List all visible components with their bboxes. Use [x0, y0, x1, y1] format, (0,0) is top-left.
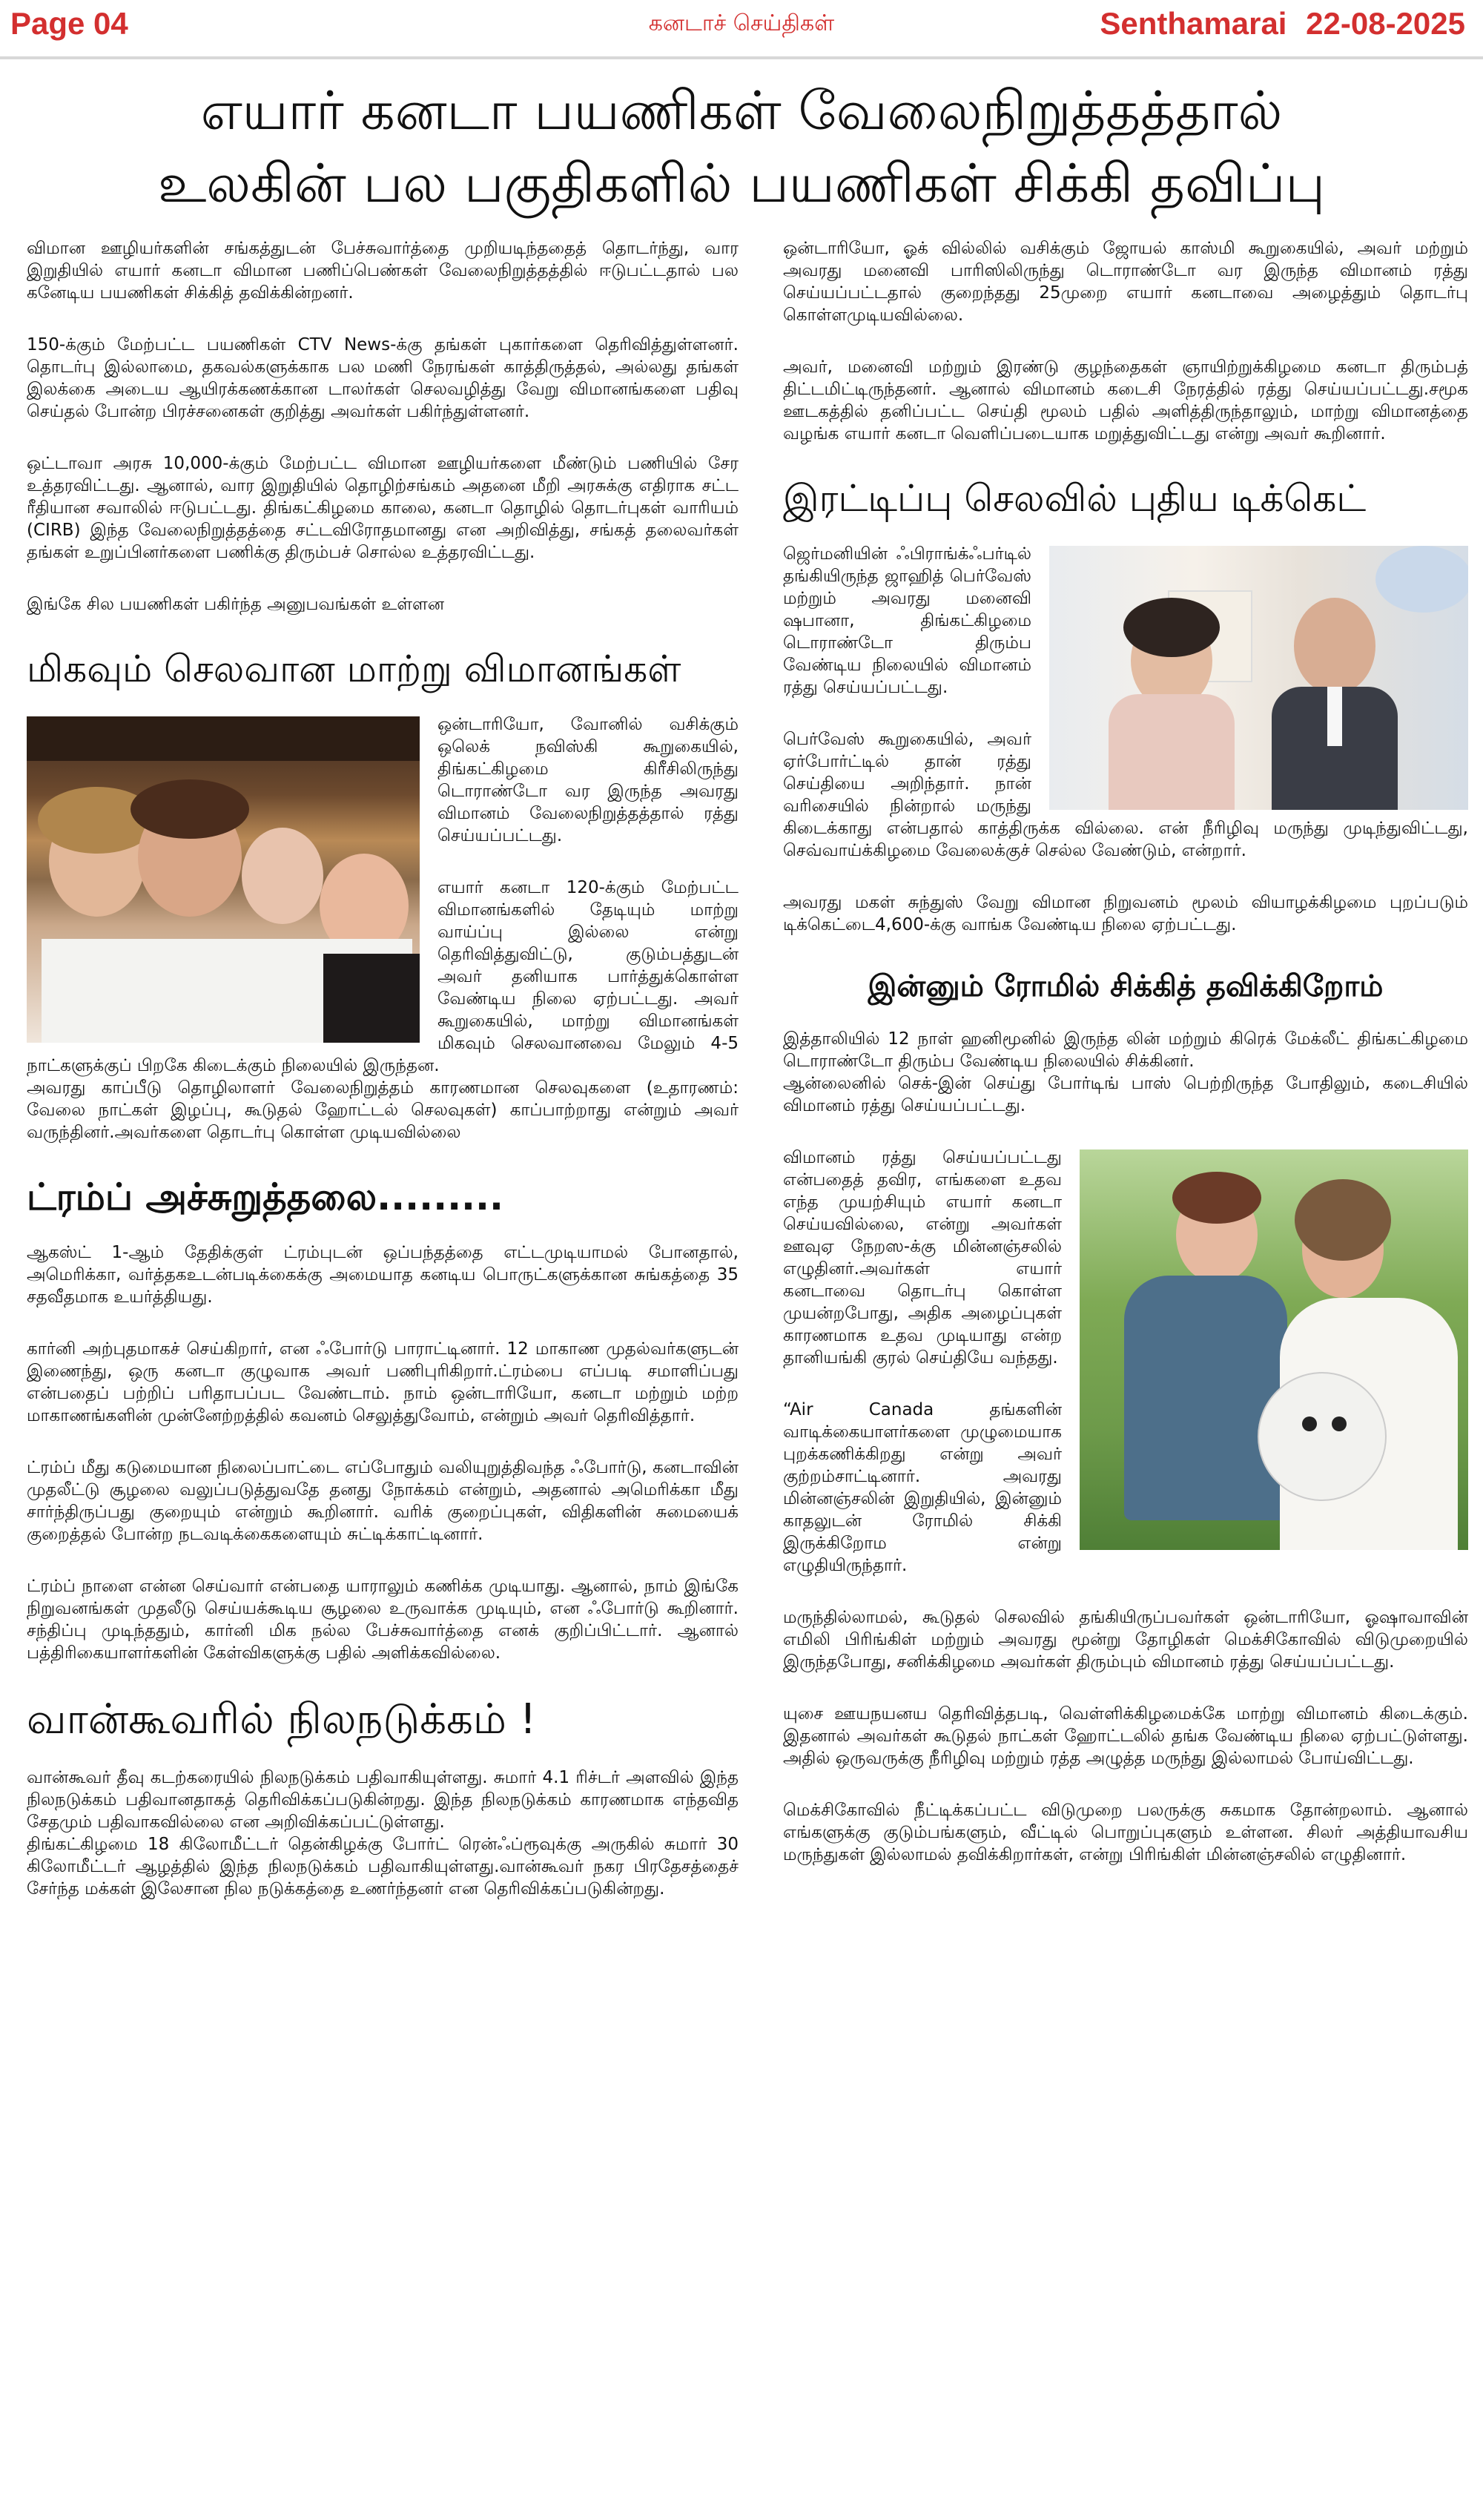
paragraph: மெக்சிகோவில் நீட்டிக்கப்பட்ட விடுமுறை பலருக்கு சுகமாக தோன்றலாம். ஆனால் எங்களுக்கு குடும்பங்களும், வீட்டில் பொறுப்புகளும் உள்ளன. சிலர் அத்தியாவசிய மருந்துகள் இல்லாமல் தவிக்கிறார்கள், என்று பிரிங்கிள் மின்னஞ்சலில் எழுதினார். [783, 1801, 1468, 1864]
subheading-costly-flights: மிகவும் செலவான மாற்று விமானங்கள் [27, 647, 681, 690]
publication-name: Senthamarai [1100, 6, 1287, 41]
paragraph: யுசை ஊயநயனய தெரிவித்தபடி, வெள்ளிக்கிழமைக்கே மாற்று விமானம் கிடைக்கும். இதனால் அவர்கள் கூடுதல் நாட்கள் ஹோட்டலில் தங்க வேண்டிய நிலை ஏற்பட்டுள்ளது. அதில் ஒருவருக்கு நீரிழிவு மற்றும் ரத்த அழுத்த மருந்து இல்லாமல் போய்விட்டது. [783, 1704, 1468, 1768]
paragraph: ட்ரம்ப் மீது கடுமையான நிலைப்பாட்டை எப்போதும் வலியுறுத்திவந்த ஃபோர்டு, கனடாவின் முதலீட்டு சூழலை வலுப்படுத்துவதே தனது நோக்கம் என்றும், அதனால் அமெரிக்கா மீது சார்ந்திருப்பது குறையும் என்றும் கூறினார். வரிக் குறைப்புகள், விதிகளின் சுமையைக் குறைத்தல் போன்ற நடவடிக்கைகளையும் சுட்டிக்காட்டினார். [27, 1458, 739, 1544]
paragraph: விமானம் ரத்து செய்யப்பட்டது என்பதைத் தவிர, எங்களை உதவ எந்த முயற்சியும் எயார் கனடா செய்யவில்லை, என்று அவர்கள் ஊவுஏ நேறஸ-க்கு மின்னஞ்சலில் எழுதினர்.அவர்கள் எயார் கனடாவை தொடர்பு கொள்ள முயன்றபோது, அதிக அழைப்புகள் காரணமாக உதவ முடியாது என்ற தானியங்கி குரல் செய்தியே வந்தது. [783, 1148, 1062, 1368]
paragraph: திங்கட்கிழமை 18 கிலோமீட்டர் தென்கிழக்கு போர்ட் ரென்ஃப்ரூவுக்கு அருகில் சுமார் 30 கிலோமீட்டர் ஆழத்தில் இந்த நிலநடுக்கம் பதிவாகியுள்ளது.வான்கூவர் நகர பிரதேசத்தைச் சேர்ந்த மக்கள் இலேசான நில நடுக்கத்தை உணர்ந்தனர் என தெரிவிக்கப்படுகின்றது. [27, 1835, 739, 1899]
headline-line-2: உலகின் பல பகுதிகளில் பயணிகள் சிக்கி தவிப்பு [157, 152, 1326, 214]
paragraph: ஒன்டாரியோ, ஓக் வில்லில் வசிக்கும் ஜோயல் காஸ்மி கூறுகையில், அவர் மற்றும் அவரது மனைவி பாரிஸிலிருந்து டொராண்டோ வர இருந்த விமானம் ரத்து செய்யப்பட்டதால் குறைந்தது 25முறை எயார் கனடாவை அழைத்தும் தொடர்பு கொள்ளமுடியவில்லை. [783, 239, 1468, 325]
right-column [783, 237, 1468, 1896]
paragraph: ஆன்லைனில் செக்-இன் செய்து போர்டிங் பாஸ் பெற்றிருந்த போதிலும், கடைசியில் விமானம் ரத்து செய்யப்பட்டது. [783, 1074, 1468, 1115]
paragraph: மருந்தில்லாமல், கூடுதல் செலவில் தங்கியிருப்பவர்கள் ஒன்டாரியோ, ஓஷாவாவின் எமிலி பிரிங்கிள் மற்றும் அவரது மூன்று தோழிகள் மெக்சிகோவில் விடுமுறையில் இருந்தபோது, சனிக்கிழமை அவர்கள் திரும்பும் விமானம் ரத்து செய்யப்பட்டது. [783, 1608, 1468, 1672]
paragraph: கார்னி அற்புதமாகச் செய்கிறார், என ஃபோர்டு பாராட்டினார். 12 மாகாண முதல்வர்களுடன் இணைந்து, ஒரு கனடா குழுவாக அவர் பணிபுரிகிறார்.ட்ரம்பை எப்படி சமாளிப்பது என்பதைப் பற்றிப் பரிதாபப்பட வேண்டாம். நாம் ஒன்டாரியோ, கனடா மற்றும் மற்ற மாகாணங்களின் முன்னேற்றத்தில் கவனம் செலுத்துவோம், என்றும் அவர் தெரிவித்தார். [27, 1339, 739, 1425]
couple-photo [1049, 546, 1468, 810]
issue-date: 22-08-2025 [1306, 6, 1465, 41]
subheading-stuck-in-rome: இன்னும் ரோமில் சிக்கித் தவிக்கிறோம் [868, 969, 1384, 1003]
headline-line-1: எயார் கனடா பயணிகள் வேலைநிறுத்தத்தால் [200, 79, 1283, 142]
publication-date [1100, 6, 1465, 42]
wedding-couple-with-dog-photo [1080, 1149, 1468, 1550]
paragraph: ட்ரம்ப் நாளை என்ன செய்வார் என்பதை யாராலும் கணிக்க முடியாது. ஆனால், நாம் இங்கே நிறுவனங்கள் முதலீடு செய்யக்கூடிய சூழலை உருவாக்க முடியும், என ஃபோர்டு கூறினார். சந்திப்பு முடிந்ததும், கார்னி மிக நல்ல பேச்சுவார்த்தை எனக் குறிப்பிட்டார். ஆனால் பத்திரிகையாளர்களின் கேள்விகளுக்கு பதில் அளிக்கவில்லை. [27, 1577, 739, 1663]
paragraph: எயார் கனடா 120-க்கும் மேற்பட்ட விமானங்களில் தேடியும் மாற்று வாய்ப்பு இல்லை என்று தெரிவித்துவிட்டு, குடும்பத்துடன் அவர் தனியாக பார்த்துக்கொள்ள வேண்டிய நிலை ஏற்பட்டது. அவர் கூறுகையில், மாற்று விமானங்கள் மிகவும் செலவானவை மேலும் 4-5 நாட்களுக்குப் பிறகே கிடைக்கும் நிலையில் இருந்தன. [27, 878, 739, 1075]
subheading-trump-threat: ட்ரம்ப் அச்சுறுத்தலை......... [27, 1175, 504, 1218]
subheading-double-cost-ticket: இரட்டிப்பு செலவில் புதிய டிக்கெட் [783, 477, 1367, 520]
travelers-selfie-photo [27, 716, 420, 1043]
paragraph: அவரது காப்பீடு தொழிலாளர் வேலைநிறுத்தம் காரணமான செலவுகளை (உதாரணம்: வேலை நாட்கள் இழப்பு, கூடுதல் ஹோட்டல் செலவுகள்) காப்பாற்றாது என்றும் அவர் வருந்தினர்.அவர்களை தொடர்பு கொள்ள முடியவில்லை [27, 1078, 739, 1142]
paragraph: இங்கே சில பயணிகள் பகிர்ந்த அனுபவங்கள் உள்ளன [27, 595, 445, 614]
paragraph: இத்தாலியில் 12 நாள் ஹனிமூனில் இருந்த லின் மற்றும் கிரெக் மேக்லீட் திங்கட்கிழமை டொராண்டோ திரும்ப வேண்டிய நிலையில் சிக்கினர். [783, 1029, 1468, 1071]
left-column [27, 237, 739, 1930]
paragraph: வான்கூவர் தீவு கடற்கரையில் நிலநடுக்கம் பதிவாகியுள்ளது. சுமார் 4.1 ரிச்டர் அளவில் இந்த நிலநடுக்கம் பதிவானதாகத் தெரிவிக்கப்படுகின்றது. இந்த நிலநடுக்கம் காரணமாக எந்தவித சேதமும் பதிவாகவில்லை என அறிவிக்கப்பட்டுள்ளது. [27, 1768, 739, 1832]
section-title: கனடாச் செய்திகள் [648, 10, 835, 36]
paragraph: விமான ஊழியர்களின் சங்கத்துடன் பேச்சுவார்த்தை முறியடிந்ததைத் தொடர்ந்து, வார இறுதியில் எயார் கனடா விமான பணிப்பெண்கள் வேலைநிறுத்தத்தில் ஈடுபட்டதால் பல கனேடிய பயணிகள் சிக்கித் தவிக்கின்றனர். [27, 239, 739, 303]
paragraph: அவரது மகள் சுந்துஸ் வேறு விமான நிறுவனம் மூலம் வியாழக்கிழமை புறப்படும் டிக்கெட்டை4,600-க்கு வாங்க வேண்டிய நிலை ஏற்பட்டது. [783, 893, 1468, 934]
paragraph: 150-க்கும் மேற்பட்ட பயணிகள் CTV News-க்கு தங்கள் புகார்களை தெரிவித்துள்ளனர். தொடர்பு இல்லாமை, தகவல்களுக்காக பல மணி நேரங்கள் காத்திருத்தல், அல்லது தங்கள் இலக்கை அடைய ஆயிரக்கணக்கான டாலர்கள் செலவழித்து வேறு விமானங்களை பதிவு செய்தல் போன்ற பிரச்சனைகள் குறித்து அவர்கள் பகிர்ந்துள்ளனர். [27, 335, 739, 421]
paragraph: “Air Canada தங்களின் வாடிக்கையாளர்களை முழுமையாக புறக்கணிக்கிறது என்று அவர் குற்றம்சாட்டினார். அவரது மின்னஞ்சலின் இறுதியில், இன்னும் காதலுடன் ரோமில் சிக்கி இருக்கிறோம என்று எழுதியிருந்தார். [783, 1400, 1062, 1575]
paragraph: ஜெர்மனியின் ஃபிராங்க்ஃபர்டில் தங்கியிருந்த ஜாஹித் பெர்வேஸ் மற்றும் அவரது மனைவி ஷபானா, திங்கட்கிழமை டொராண்டோ திரும்ப வேண்டிய நிலையில் விமானம் ரத்து செய்யப்பட்டது. [783, 544, 1031, 697]
paragraph: அவர், மனைவி மற்றும் இரண்டு குழந்தைகள் ஞாயிற்றுக்கிழமை கனடா திரும்பத் திட்டமிட்டிருந்தனர். ஆனால் விமானம் கடைசி நேரத்தில் ரத்து செய்யப்பட்டது.சமூக ஊடகத்தில் தனிப்பட்ட செய்தி மூலம் பதில் அளித்திருந்தாலும், மாற்று விமானத்தை வழங்க எயார் கனடா வெளிப்படையாக மறுத்துவிட்டது என்று அவர் கூறினார். [783, 357, 1468, 443]
page-number: Page 04 [10, 6, 128, 41]
main-headline [30, 74, 1453, 220]
masthead [0, 0, 1483, 59]
subheading-vancouver-quake: வான்கூவரில் நிலநடுக்கம் ! [27, 1695, 537, 1744]
paragraph: ஒன்டாரியோ, வோனில் வசிக்கும் ஒலெக் நவிஸ்கி கூறுகையில், திங்கட்கிழமை கிரீசிலிருந்து டொராண்டோ வர இருந்த அவரது விமானம் வேலைநிறுத்தத்தால் ரத்து செய்யப்பட்டது. [437, 715, 739, 845]
paragraph: ஒட்டாவா அரசு 10,000-க்கும் மேற்பட்ட விமான ஊழியர்களை மீண்டும் பணியில் சேர உத்தரவிட்டது. ஆனால், வார இறுதியில் தொழிற்சங்கம் அதனை மீறி அரசுக்கு எதிராக சட்ட ரீதியான சவாலில் ஈடுபட்டது. திங்கட்கிழமை காலை, கனடா தொழில் தொடர்புகள் வாரியம் (CIRB) இந்த வேலைநிறுத்தத்தை சட்டவிரோதமானது என அறிவித்து, சங்கத் தலைவர்கள் தங்கள் உறுப்பினர்களை பணிக்கு திரும்பச் சொல்ல உத்தரவிட்டது. [27, 454, 739, 562]
paragraph: ஆகஸ்ட் 1-ஆம் தேதிக்குள் ட்ரம்புடன் ஒப்பந்தத்தை எட்டமுடியாமல் போனதால், அமெரிக்கா, வர்த்தகஉடன்படிக்கைக்கு அமையாத கனடிய பொருட்களுக்கான சுங்கத்தை 35 சதவீதமாக உயர்த்தியது. [27, 1243, 739, 1307]
paragraph: பெர்வேஸ் கூறுகையில், அவர் ஏர்போர்ட்டில் தான் ரத்து செய்தியை அறிந்தார். நான் வரிசையில் நின்றால் மருந்து கிடைக்காது என்பதால் காத்திருக்க வில்லை. என் நீரிழிவு மருந்து முடிந்துவிட்டது, செவ்வாய்க்கிழமை வேலைக்குச் செல்ல வேண்டும், என்றார். [783, 730, 1468, 860]
